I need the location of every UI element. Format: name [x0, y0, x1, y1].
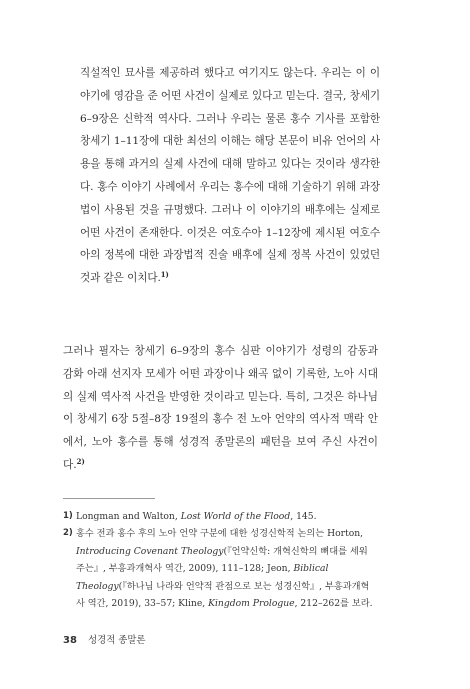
footnote-2-number: 2) [63, 528, 73, 539]
footnote-2-kline-title: Kingdom Prologue [208, 598, 295, 610]
footnote-2-seg7: , 212–262를 보라. [294, 598, 373, 610]
footnote-2-text [76, 525, 378, 612]
running-title: 성경적 종말론 [88, 635, 146, 646]
footnote-2-jeon-title: Biblical Theology [76, 563, 329, 592]
footnote-1-page: , 145. [290, 511, 317, 522]
block-quote-text [80, 62, 380, 290]
footnote-2-seg5: (『하나님 나라와 언약적 관점으로 보는 성경신학』, 부흥과개혁사 역간, 2019), 33–57; Kline, [76, 580, 370, 610]
footnote-2 [63, 525, 378, 612]
footnote-ref-2: 2) [76, 456, 85, 466]
footnote-1-number: 1) [63, 511, 73, 521]
footnote-1-authors: Longman and Walton, [76, 511, 181, 522]
footnote-1-text [76, 508, 378, 525]
footnote-2-seg3: (『언약신학: 개혁신학의 뼈대를 세워 주는』, 부흥과개혁사 역간, 2009), 111–128; Jeon, [76, 545, 368, 575]
block-quote [80, 62, 380, 290]
main-paragraph-text [63, 340, 378, 477]
footnotes [63, 508, 378, 612]
main-paragraph-body: 그러나 필자는 창세기 6–9장의 홍수 심판 이야기가 성령의 감동과 감화 아래 선지자 모세가 어떤 과장이나 왜곡 없이 기록한, 노아 시대의 실제 역사적 사건을 반영한 것이라고 믿는다. 특히, 그것은 하나님이 창세기 6장 5절–8장 19절의 홍수 전 노아 언약의 역사적 맥락 안에서, 노아 홍수를 통해 성경적 종말론의 패턴을 보여 주신 사건이다. [63, 345, 378, 471]
footnote-divider [63, 498, 155, 499]
page-number: 38 [63, 635, 77, 646]
footnote-1 [63, 508, 378, 525]
footnote-1-book-title: Lost World of the Flood [180, 511, 291, 522]
footnote-2-seg1: 홍수 전과 홍수 후의 노아 언약 구분에 대한 성경신학적 논의는 Horton, [76, 528, 364, 540]
footnote-2-horton-title: Introducing Covenant Theology [76, 545, 224, 557]
footnote-ref-1: 1) [160, 270, 169, 280]
page-footer [63, 632, 145, 646]
block-quote-body: 직설적인 묘사를 제공하려 했다고 여기지도 않는다. 우리는 이 이야기에 영감을 준 어떤 사건이 실제로 있다고 믿는다. 결국, 창세기 6–9장은 신학적 역사다. 그러나 우리는 물론 홍수 기사를 포함한 창세기 1–11장에 대한 최선의 이해는 해당 본문이 비유 언어의 사용을 통해 과거의 실제 사건에 대해 말하고 있다는 것이라 생각한다. 홍수 이야기 사례에서 우리는 홍수에 대해 기술하기 위해 과장법이 사용된 것을 규명했다. 그러나 이 이야기의 배후에는 실제로 어떤 사건이 존재한다. 이것은 여호수아 1–12장에 제시된 여호수아의 정복에 대한 과장법적 진술 배후에 실제 정복 사건이 있었던 것과 같은 이치다. [80, 67, 380, 285]
main-paragraph [63, 340, 378, 477]
